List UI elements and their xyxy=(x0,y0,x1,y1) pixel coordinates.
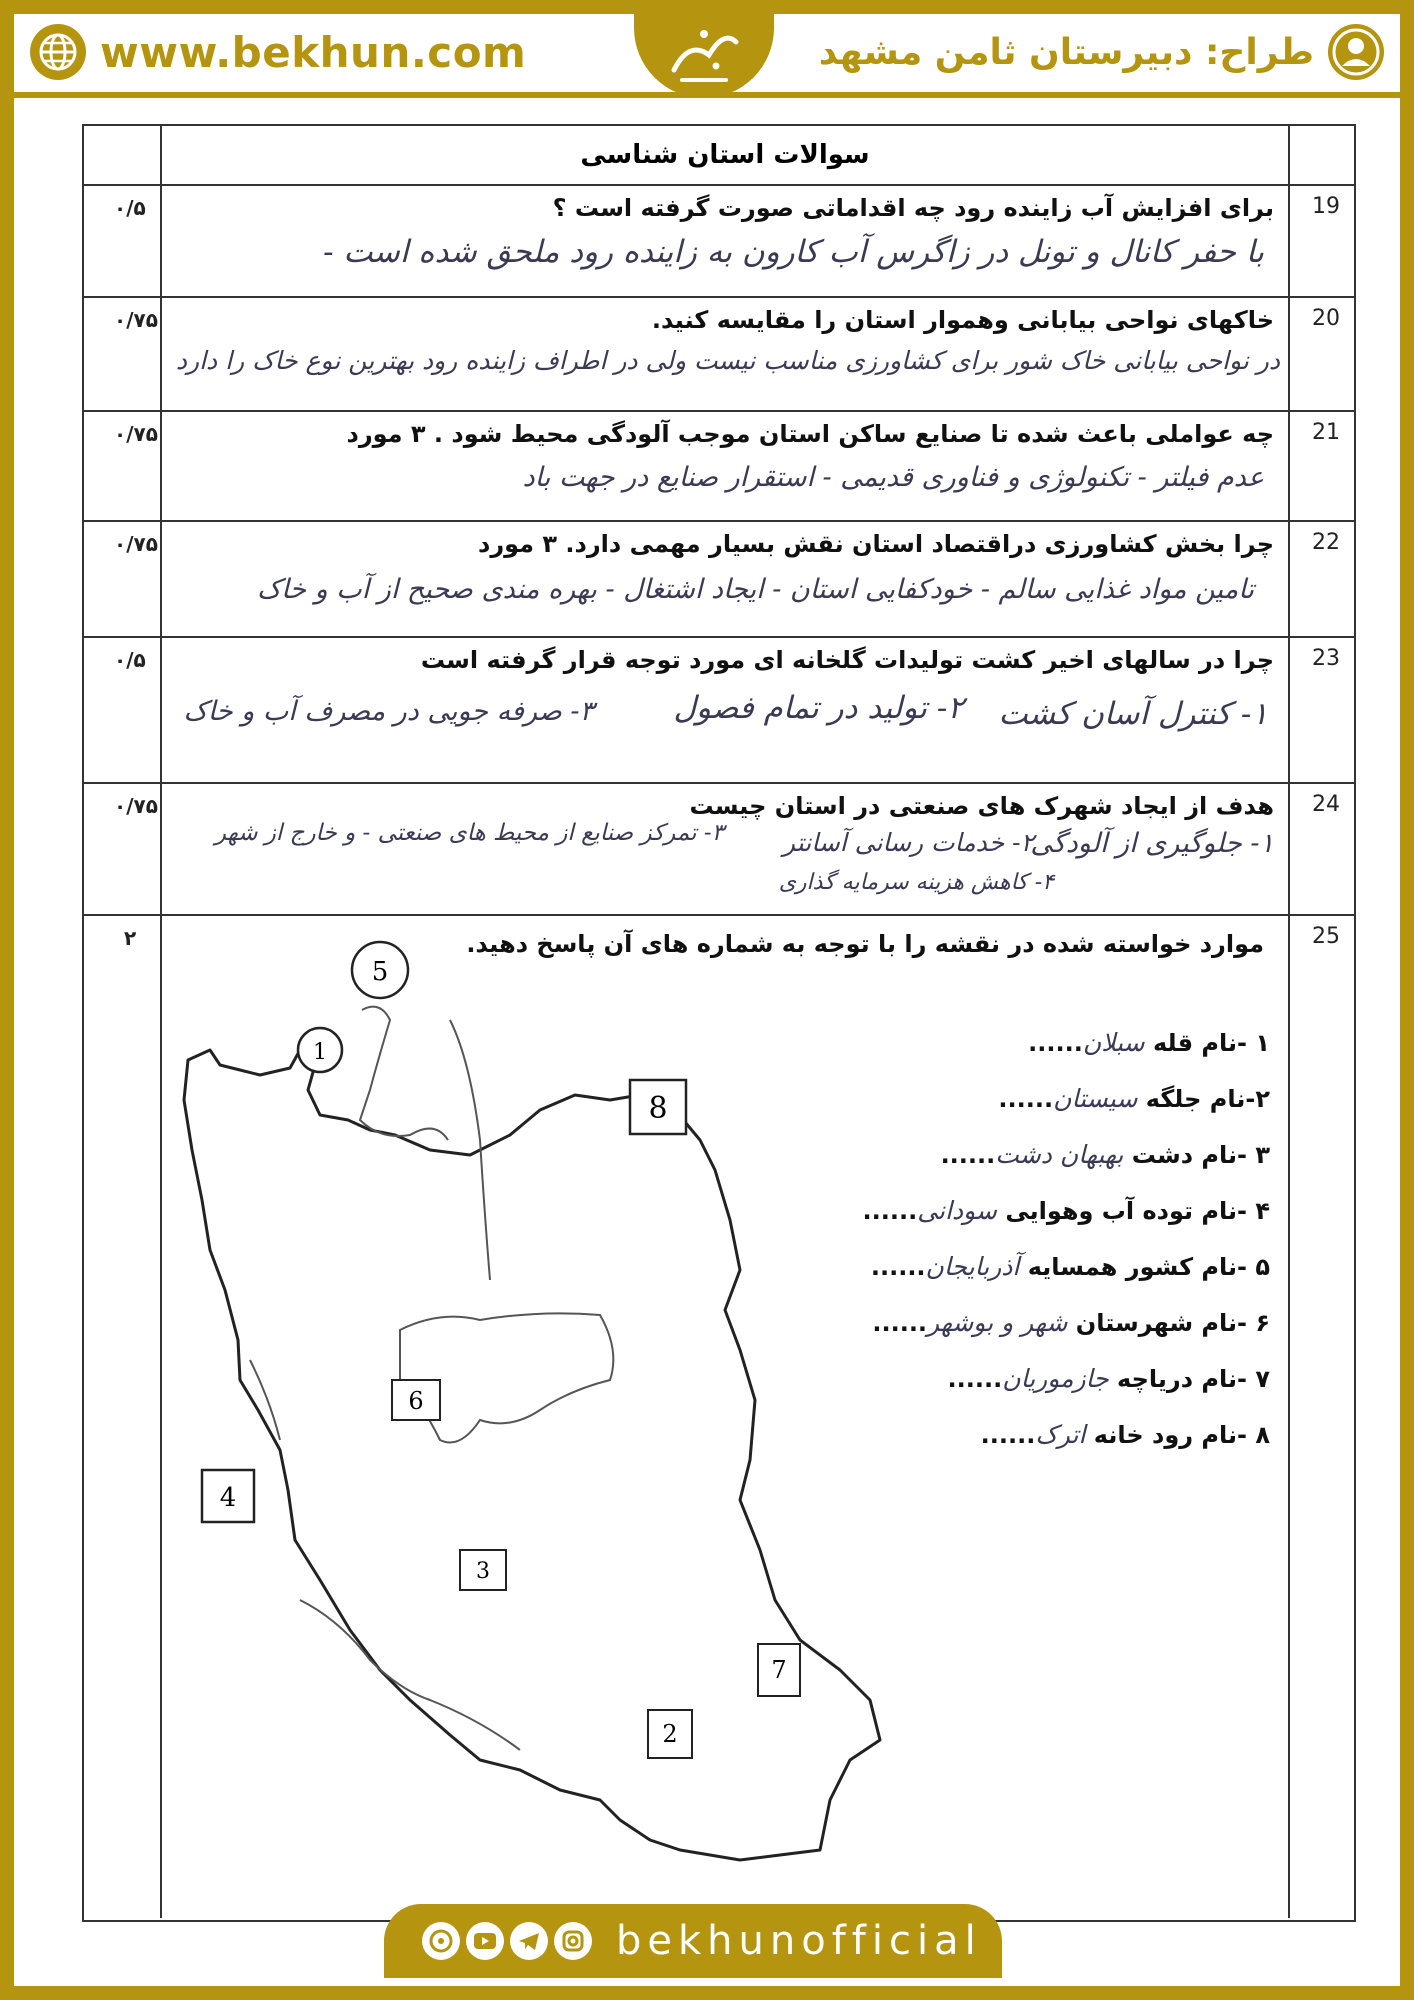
footer-handle[interactable]: bekhunofficial xyxy=(616,1918,982,1964)
map-item: ۸ -نام رود خانه اترک...... xyxy=(980,1420,1270,1449)
iran-map xyxy=(180,957,940,1910)
brand-logo xyxy=(634,14,774,98)
designer-text: طراح: دبیرستان ثامن مشهد xyxy=(818,31,1314,73)
question-score: ۰/۷۵ xyxy=(114,308,158,332)
footer-banner xyxy=(384,1904,1002,1978)
handwritten-answer: ۲- خدمات رسانی آسانتر xyxy=(782,828,1034,857)
question-row xyxy=(84,410,1354,522)
site-url[interactable]: www.bekhun.com xyxy=(100,27,527,77)
instagram-icon[interactable] xyxy=(554,1922,592,1960)
handwritten-answer: تامین مواد غذایی سالم - خودکفایی استان - ایجاد اشتغال - بهره مندی صحیح از آب و خاک xyxy=(257,574,1254,605)
question-score: ۰/۷۵ xyxy=(114,794,158,818)
question-text: چه عواملی باعث شده تا صنایع ساکن استان موجب آلودگی محیط شود . ۳ مورد xyxy=(346,420,1274,448)
site-link[interactable] xyxy=(30,24,526,80)
question-score: ۰/۷۵ xyxy=(114,422,158,446)
question-row xyxy=(84,520,1354,638)
handwritten-answer: ۳- صرفه جویی در مصرف آب و خاک xyxy=(183,696,594,727)
map-marker-3: 3 xyxy=(476,1559,490,1584)
handwritten-answer: ۳- تمرکز صنایع از محیط های صنعتی - و خارج از شهر xyxy=(214,820,724,846)
map-marker-2: 2 xyxy=(662,1720,678,1748)
designer-credit xyxy=(819,24,1384,80)
question-text: خاکهای نواحی بیابانی وهموار استان را مقایسه کنید. xyxy=(651,306,1274,334)
question-text: هدف از ایجاد شهرک های صنعتی در استان چیست xyxy=(689,792,1274,820)
map-item: ۵ -نام کشور همسایه آذربایجان...... xyxy=(870,1252,1270,1281)
telegram-icon[interactable] xyxy=(510,1922,548,1960)
question-number: 21 xyxy=(1312,420,1340,445)
handwritten-answer: ۲- تولید در تمام فصول xyxy=(673,690,964,726)
question-number: 25 xyxy=(1312,924,1340,949)
handwritten-answer: ۱- کنترل آسان کشت xyxy=(998,696,1268,732)
question-text: چرا در سالهای اخیر کشت تولیدات گلخانه ای مورد توجه قرار گرفته است xyxy=(420,646,1274,674)
map-marker-8: 8 xyxy=(648,1091,668,1126)
page xyxy=(14,14,1400,1986)
social-icons xyxy=(422,1922,598,1960)
question-number: 23 xyxy=(1312,646,1340,671)
handwritten-answer: ۱- جلوگیری از آلودگی xyxy=(1030,828,1274,859)
aparat-icon[interactable] xyxy=(422,1922,460,1960)
map-marker-6: 6 xyxy=(408,1387,424,1415)
map-marker-1: 1 xyxy=(313,1040,327,1065)
map-marker-5: 5 xyxy=(371,957,389,987)
handwritten-answer: در نواحی بیابانی خاک شور برای کشاورزی مناسب نیست ولی در اطراف زاینده رود بهترین نوع خاک را دارد xyxy=(175,346,1280,375)
map-item: ۲-نام جلگه سیستان...... xyxy=(998,1084,1270,1113)
handwritten-answer: ۴- کاهش هزینه سرمایه گذاری xyxy=(778,870,1054,895)
question-score: ۲ xyxy=(124,926,137,950)
question-row xyxy=(84,636,1354,784)
section-title: سوالات استان شناسی xyxy=(580,140,870,170)
question-row xyxy=(84,914,1354,1918)
map-item: ۳ -نام دشت بهبهان دشت...... xyxy=(940,1140,1270,1169)
user-icon xyxy=(1328,24,1384,80)
handwritten-answer: عدم فیلتر - تکنولوژی و فناوری قدیمی - استقرار صنایع در جهت باد xyxy=(522,462,1264,493)
top-banner xyxy=(14,14,1400,98)
question-row xyxy=(84,782,1354,916)
map-item: ۱ -نام قله سبلان...... xyxy=(1028,1028,1270,1057)
globe-icon xyxy=(30,24,86,80)
question-number: 24 xyxy=(1312,792,1340,817)
map-marker-4: 4 xyxy=(219,1483,237,1513)
exam-table xyxy=(82,124,1356,1922)
map-marker-7: 7 xyxy=(771,1656,787,1684)
header-row xyxy=(84,126,1354,186)
youtube-icon[interactable] xyxy=(466,1922,504,1960)
map-item: ۶ -نام شهرستان شهر و بوشهر...... xyxy=(872,1308,1270,1337)
question-score: ۰/۷۵ xyxy=(114,532,158,556)
map-item: ۷ -نام دریاچه جازموریان...... xyxy=(947,1364,1270,1393)
question-number: 22 xyxy=(1312,530,1340,555)
question-row xyxy=(84,296,1354,412)
question-score: ۰/۵ xyxy=(114,196,146,220)
map-item: ۴ -نام توده آب وهوایی سودانی...... xyxy=(862,1196,1270,1225)
question-row xyxy=(84,184,1354,298)
question-number: 20 xyxy=(1312,306,1340,331)
handwritten-answer: با حفر کانال و تونل در زاگرس آب کارون به زاینده رود ملحق شده است - xyxy=(323,234,1264,270)
question-score: ۰/۵ xyxy=(114,648,146,672)
question-number: 19 xyxy=(1312,194,1340,219)
question-text: موارد خواسته شده در نقشه را با توجه به شماره های آن پاسخ دهید. xyxy=(466,930,1264,958)
question-text: چرا بخش کشاورزی دراقتصاد استان نقش بسیار مهمی دارد. ۳ مورد xyxy=(478,530,1274,558)
question-text: برای افزایش آب زاینده رود چه اقداماتی صورت گرفته است ؟ xyxy=(552,194,1274,222)
